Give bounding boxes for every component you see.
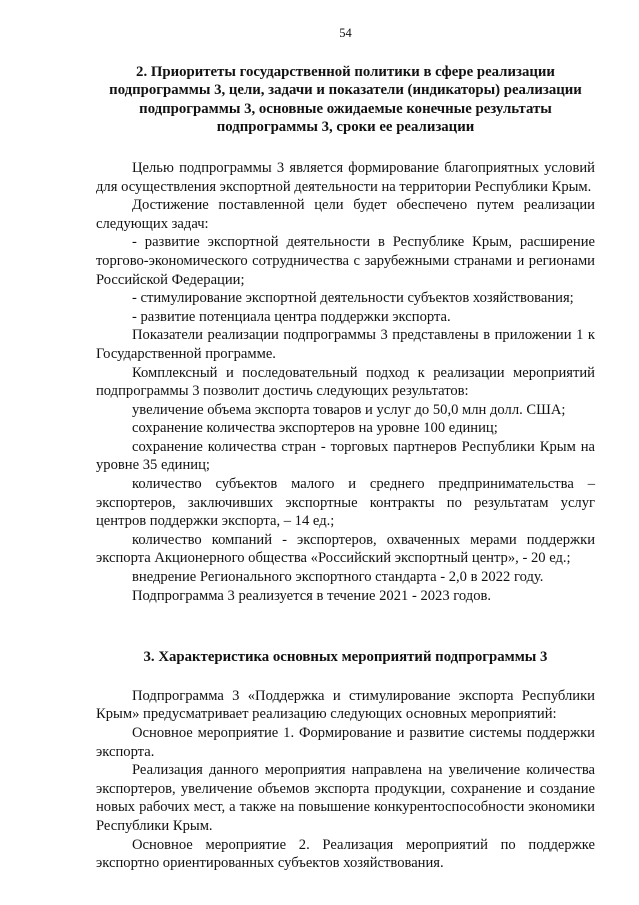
paragraph: Основное мероприятие 2. Реализация мероприятий по поддержке экспортно ориентированных субъектов хозяйствования. xyxy=(96,836,595,872)
section-3-title: 3. Характеристика основных мероприятий подпрограммы 3 xyxy=(143,649,548,666)
result-item: увеличение объема экспорта товаров и услуг до 50,0 млн долл. США; xyxy=(132,401,566,418)
list-item: - развитие экспортной деятельности в Республике Крым, расширение торгово-экономического сотрудничества с зарубежными странами и регионами Российской Федерации; xyxy=(96,234,595,288)
section-3-body xyxy=(96,687,595,873)
page-number: 54 xyxy=(339,26,352,40)
paragraph: Целью подпрограммы 3 является формирование благоприятных условий для осуществления экспортной деятельности на территории Республики Крым. xyxy=(96,159,595,195)
paragraph: Показатели реализации подпрограммы 3 представлены в приложении 1 к Государственной программе. xyxy=(96,327,595,362)
result-item: сохранение количества экспортеров на уровне 100 единиц; xyxy=(132,420,498,437)
result-item: внедрение Регионального экспортного стандарта - 2,0 в 2022 году. xyxy=(132,569,544,586)
paragraph: Комплексный и последовательный подход к реализации мероприятий подпрограммы 3 позволит достичь следующих результатов: xyxy=(96,364,595,400)
result-item: количество субъектов малого и среднего предпринимательства – экспортеров, заключивших экспортные контракты по результатам услуг центров поддержки экспорта, – 14 ед.; xyxy=(96,476,595,530)
paragraph: Основное мероприятие 1. Формирование и развитие системы поддержки экспорта. xyxy=(96,725,595,760)
paragraph: Достижение поставленной цели будет обеспечено путем реализации следующих задач: xyxy=(96,197,595,232)
list-item: - стимулирование экспортной деятельности субъектов хозяйствования; xyxy=(132,290,574,307)
paragraph: Подпрограмма 3 реализуется в течение 2021 - 2023 годов. xyxy=(132,587,492,604)
paragraph: Реализация данного мероприятия направлена на увеличение количества экспортеров, увеличение объемов экспорта продукции, сохранение и создание новых рабочих мест, а также на повышение конкурентоспособности экономики Республики Крым. xyxy=(96,762,595,834)
result-item: сохранение количества стран - торговых партнеров Республики Крым на уровне 35 единиц; xyxy=(96,438,595,474)
result-item: количество компаний - экспортеров, охваченных мерами поддержки экспорта Акционерного общества «Российский экспортный центр», - 20 ед.; xyxy=(96,531,595,567)
section-2-title: 2. Приоритеты государственной политики в сфере реализации подпрограммы 3, цели, задачи и показатели (индикаторы) реализации подпрограммы 3, основные ожидаемые конечные результаты подпрограммы 3, сроки ее реализации xyxy=(109,63,582,136)
list-item: - развитие потенциала центра поддержки экспорта. xyxy=(132,308,451,325)
section-2-body xyxy=(96,159,595,605)
paragraph: Подпрограмма 3 «Поддержка и стимулирование экспорта Республики Крым» предусматривает реализацию следующих основных мероприятий: xyxy=(96,687,595,723)
